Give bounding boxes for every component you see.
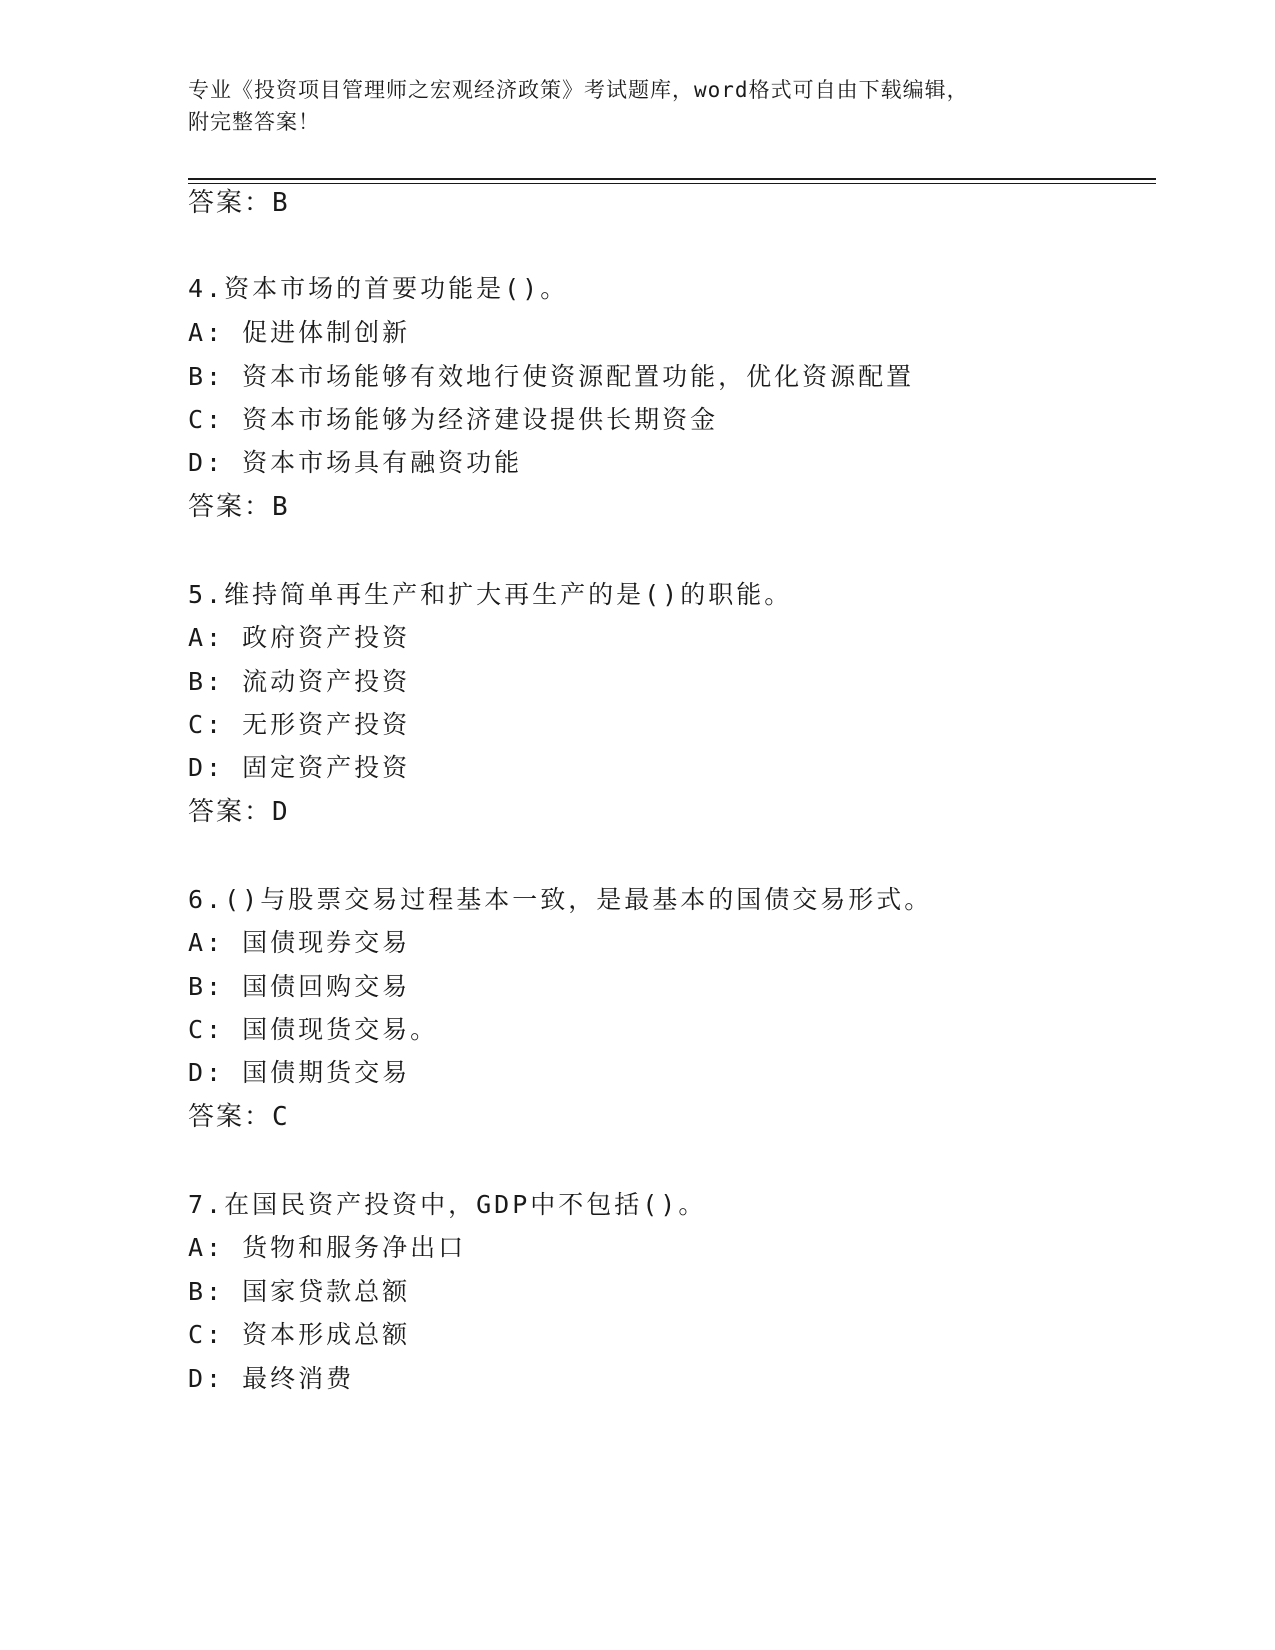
answer-line <box>188 188 290 218</box>
answer-line <box>188 492 290 522</box>
answer-value: D <box>272 797 290 827</box>
document-header <box>188 74 1088 138</box>
question-stem: 5.维持简单再生产和扩大再生产的是()的职能。 <box>188 580 793 609</box>
answer-value: C <box>272 1102 290 1132</box>
option-c: C: 资本形成总额 <box>188 1320 411 1349</box>
option-b: B: 国债回购交易 <box>188 972 411 1001</box>
option-d: D: 资本市场具有融资功能 <box>188 448 523 477</box>
header-line-1: 专业《投资项目管理师之宏观经济政策》考试题库，word格式可自由下载编辑， <box>188 78 969 102</box>
answer-label: 答案： <box>188 1102 273 1132</box>
option-a: A: 货物和服务净出口 <box>188 1233 467 1262</box>
question-stem: 6.()与股票交易过程基本一致，是最基本的国债交易形式。 <box>188 885 933 914</box>
question-stem: 4.资本市场的首要功能是()。 <box>188 274 569 303</box>
answer-value: B <box>272 492 290 522</box>
option-d: D: 固定资产投资 <box>188 753 411 782</box>
answer-line <box>188 797 290 827</box>
option-d: D: 国债期货交易 <box>188 1058 411 1087</box>
question-stem: 7.在国民资产投资中，GDP中不包括()。 <box>188 1190 707 1219</box>
header-line-2: 附完整答案！ <box>188 110 320 134</box>
option-c: C: 国债现货交易。 <box>188 1015 439 1044</box>
option-d: D: 最终消费 <box>188 1364 355 1393</box>
header-divider-thin <box>188 183 1156 184</box>
option-a: A: 促进体制创新 <box>188 318 411 347</box>
answer-label: 答案： <box>188 492 273 522</box>
answer-line <box>188 1102 290 1132</box>
answer-label: 答案： <box>188 188 273 218</box>
answer-label: 答案： <box>188 797 273 827</box>
option-c: C: 资本市场能够为经济建设提供长期资金 <box>188 405 719 434</box>
option-b: B: 资本市场能够有效地行使资源配置功能，优化资源配置 <box>188 362 915 391</box>
answer-value: B <box>272 188 290 218</box>
option-b: B: 流动资产投资 <box>188 667 411 696</box>
option-c: C: 无形资产投资 <box>188 710 411 739</box>
option-a: A: 政府资产投资 <box>188 623 411 652</box>
option-a: A: 国债现券交易 <box>188 928 411 957</box>
header-divider <box>188 178 1156 180</box>
option-b: B: 国家贷款总额 <box>188 1277 411 1306</box>
